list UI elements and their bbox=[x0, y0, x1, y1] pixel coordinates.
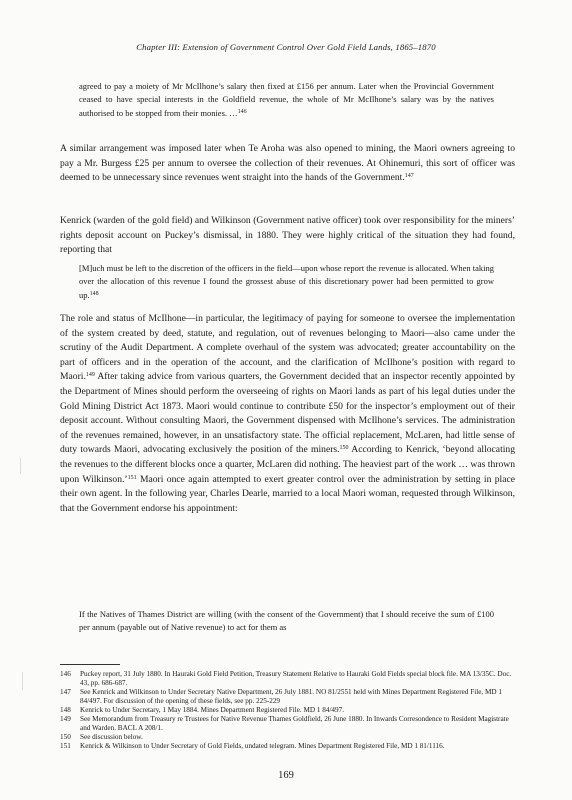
block-quote: agreed to pay a moiety of Mr McIlhone’s salary then fixed at £156 per annum. Later when the Provincial Government ceased to have special interests in the Goldfield revenue, the whole of Mr McIlhone’s salary was by the natives authorised to be stopped from their monies. …$^{146}$ bbox=[79, 81, 494, 118]
footnote-ref: 147 bbox=[404, 173, 414, 180]
footnote: 148 Kenrick to Under Secretary, 1 May 1884. Mines Department Registered File. MD 1 84/497. bbox=[60, 706, 345, 714]
footnote-ref: 151 bbox=[127, 474, 137, 481]
running-header: Chapter III: Extension of Government Control Over Gold Field Lands, 1865–1870 bbox=[136, 42, 436, 52]
page-number: 169 bbox=[278, 770, 294, 781]
footnote: 150 See discussion below. bbox=[60, 733, 143, 741]
footnote: 147 See Kenrick and Wilkinson to Under Secretary Native Department, 26 July 1881. NO 81/2551 held with Mines Department Registered File, MD 1 84/497. For discussion of the opening of these fields, see pp. 225-229 bbox=[60, 688, 502, 706]
footnote: 151 Kenrick & Wilkinson to Under Secretary of Gold Fields, undated telegram. Mines Department Registered File, MD 1 81/1116. bbox=[60, 742, 445, 750]
block-quote: If the Natives of Thames District are willing (with the consent of the Government) that I should receive the sum of £100 per annum (payable out of Native revenue) to act for them as bbox=[79, 609, 494, 633]
footnote-ref: 146 bbox=[237, 108, 247, 115]
footnote-ref: 149 bbox=[85, 372, 95, 379]
footnote: 149 See Memorandum from Treasury re Trustees for Native Revenue Thames Goldfield, 26 June 1880. In Inwards Corresondence to Resident Magistrate and Warden. BACL A 208/1. bbox=[60, 715, 509, 733]
paragraph: Kenrick (warden of the gold field) and Wilkinson (Government native officer) took over responsibility for the miners’ rights deposit account on Puckey’s dismissal, in 1880. They were highly critical of the situation they had found, reporting that bbox=[60, 215, 515, 256]
margin-mark bbox=[20, 458, 29, 474]
footnote-rule bbox=[60, 664, 120, 665]
block-quote: [M]uch must be left to the discretion of the officers in the field—upon whose report the revenue is allocated. When taking over the allocation of this revenue I found the grossest abuse of this discretionary power had been permitted to grow up.$^{148}$ bbox=[79, 263, 494, 300]
footnote-ref: 148 bbox=[89, 290, 99, 297]
footnote-ref: 150 bbox=[339, 445, 349, 452]
paragraph: A similar arrangement was imposed later when Te Aroha was also opened to mining, the Maori owners agreeing to pay a Mr. Burgess £25 per annum to oversee the collection of their revenues. At Ohinemuri, this sort of officer was deemed to be unnecessary since revenues went straight into the hands of the Government.$^{147}$ bbox=[60, 143, 515, 184]
margin-mark bbox=[22, 672, 31, 690]
paragraph: The role and status of McIlhone—in particular, the legitimacy of paying for someone to oversee the implementation of the system created by deed, statute, and regulation, out of revenues belonging to Maori—also came under the scrutiny of the Audit Department. A complete overhaul of the system was advocated; greater accountability on the part of officers and in the operation of the account, and the clarification of McIlhone’s position with regard to Maori.$^{149}$ After taking advice from various quarters, the Government decided that an inspector recently appointed by the Department of Mines should perform the overseeing of rights on Maori lands as part of his legal duties under the Gold Mining District Act 1873. Maori would continue to contribute £50 for the inspector’s employment out of their deposit account. Without consulting Maori, the Government dispensed with McIlhone’s services. The administration of the revenues remained, however, in an unsatisfactory state. The official replacement, McLaren, had little sense of duty towards Maori, advocating exclusively the position of the miners.$^{150}$ According to Kenrick, ‘beyond allocating the revenues to the different blocks once a quarter, McLaren did nothing. The heaviest part of the work … was thrown upon Wilkinson.’$^{151}$ Maori once again attempted to exert greater control over the administration by setting in place their own agent. In the following year, Charles Dearle, married to a local Maori woman, requested through Wilkinson, that the Government endorse his appointment: bbox=[60, 313, 515, 514]
footnote: 146 Puckey report, 31 July 1880. In Hauraki Gold Field Petition, Treasury Statement Relative to Hauraki Gold Fields special block file. MA 13/35C. Doc. 43, pp. 686-687. bbox=[60, 670, 512, 688]
